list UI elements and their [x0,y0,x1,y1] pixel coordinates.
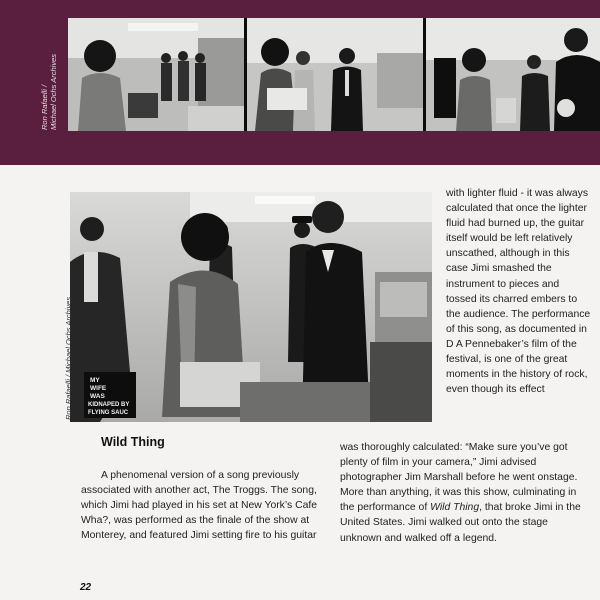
contact-sheet-strip [68,18,600,131]
band-photo-credit [40,54,58,130]
sign-line-4: KIDNAPED BY [88,402,130,408]
section-heading: Wild Thing [101,435,165,449]
middle-paragraph [340,440,592,546]
page-number: 22 [80,582,92,593]
sign-line-1: MY [90,377,100,384]
strip-photo-3 [426,18,600,131]
left-paragraph [81,468,337,543]
right-column-text: with lighter fluid - it was always calculated that once the lighter fluid had burned up, the guitar itself would be left relatively unscathed, although in this case Jimi smashed the instrument to pieces and tossed its charred embers to the audience. The performance of this song, as documented in D A Pennebaker’s film of the festival, is one of the great moments in the history of rock, even though its effect [446,188,591,396]
sign-line-5: FLYING SAUC [88,410,129,416]
sign-line-2: WIFE [90,385,107,392]
sign-line-3: WAS [90,393,105,400]
song-title-emphasis: Wild Thing [430,502,480,514]
middle-paragraph-part-2: , that broke Jimi in the United States. Jimi walked out onto the stage unknown and walked off a legend. [340,502,581,544]
main-photo [70,192,432,422]
band-credit-line-2: Michael Ochs Archives [49,54,58,130]
middle-paragraph-part-1: was thoroughly calculated: “Make sure you’ve got plenty of film in your camera,” Jimi advised photographer Jim Marshall before he went onstage. More than anything, it was this show, culminating in the performance of [340,442,578,514]
strip-photo-1 [68,18,244,131]
photo-credit: Ron Rafaelli / Michael Ochs Archives [64,296,73,420]
left-paragraph-text: A phenomenal version of a song previously associated with another act, The Troggs. The song, which Jimi had played in his set at New York’s Cafe Wha?, was performed as the finale of the show at Monterey, and featured Jimi setting fire to his guitar [81,470,318,542]
strip-photo-2 [247,18,423,131]
band-credit-line-1: Ron Rafaelli / [40,84,49,130]
